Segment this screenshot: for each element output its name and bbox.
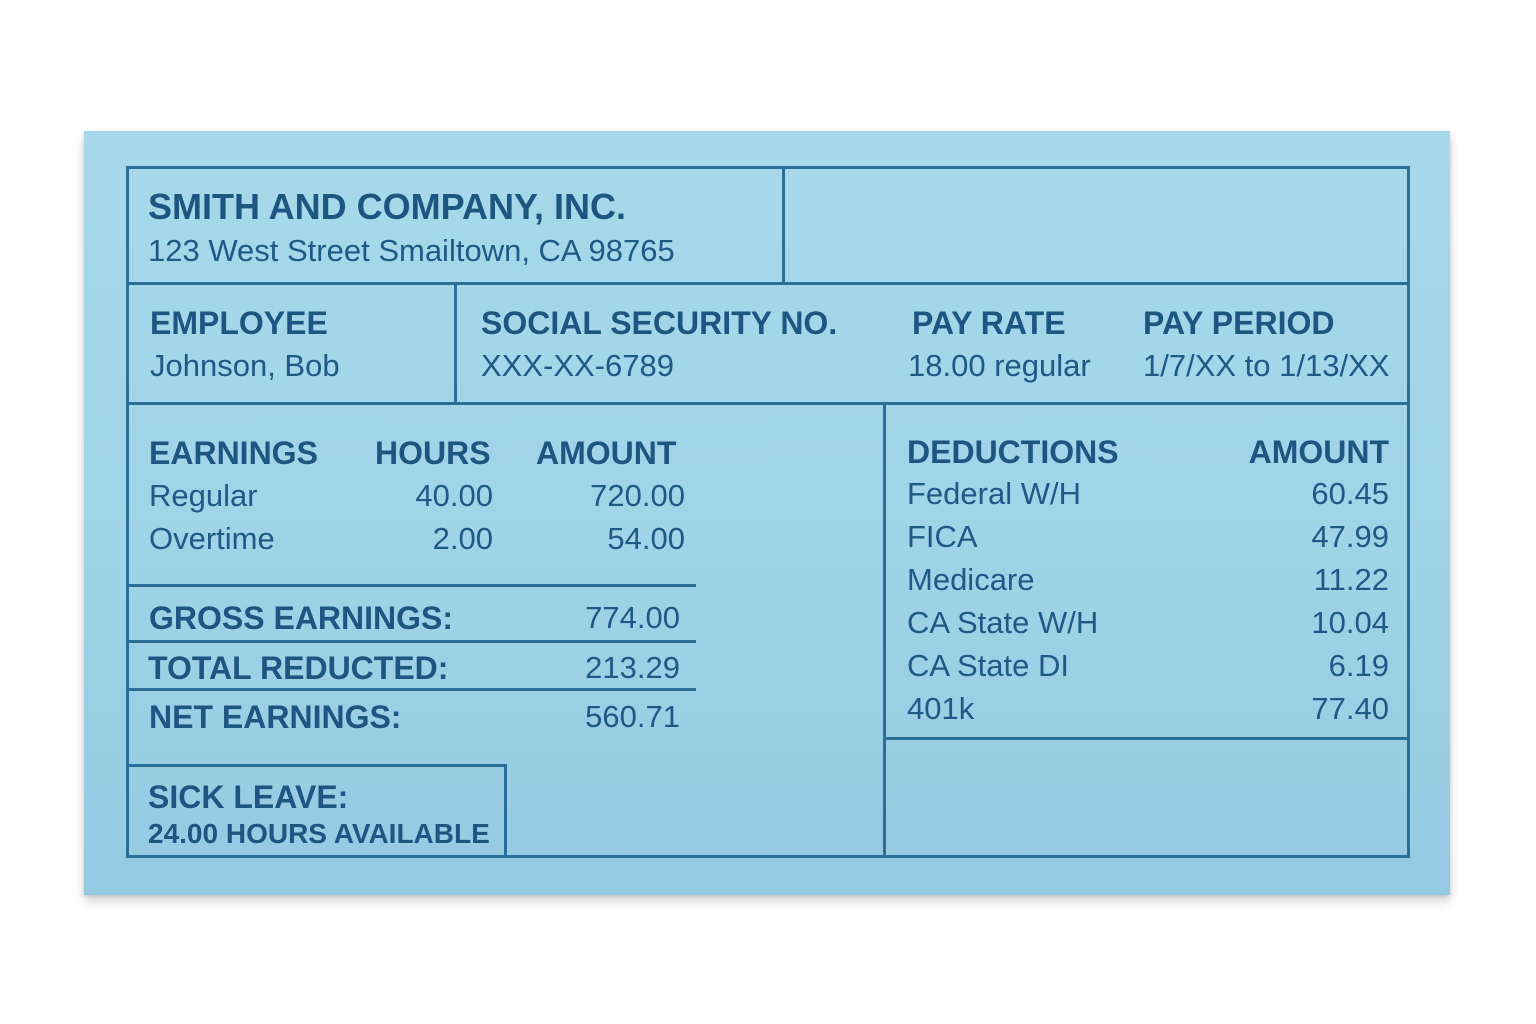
deduction-amount: 60.45 (1311, 476, 1389, 511)
divider-earnings-bottom (126, 584, 696, 587)
deduction-name: CA State DI (907, 648, 1069, 683)
sick-leave-label: SICK LEAVE: (148, 779, 349, 815)
earnings-row-amount: 54.00 (607, 521, 685, 556)
divider-info (126, 402, 1410, 405)
pay-rate-label: PAY RATE (912, 305, 1066, 341)
pay-stub-frame (126, 166, 1410, 858)
deduction-amount: 47.99 (1311, 519, 1389, 554)
deduction-amount: 77.40 (1311, 691, 1389, 726)
sick-leave-box-top (126, 764, 507, 767)
total-reducted-label: TOTAL REDUCTED: (148, 650, 449, 686)
divider-header-right (782, 166, 785, 285)
earnings-row-amount: 720.00 (590, 478, 685, 513)
employee-name: Johnson, Bob (150, 348, 340, 383)
pay-period-label: PAY PERIOD (1143, 305, 1335, 341)
gross-earnings-value: 774.00 (585, 600, 680, 635)
deduction-name: 401k (907, 691, 975, 726)
sick-leave-box-right (504, 764, 507, 858)
company-name: SMITH AND COMPANY, INC. (148, 186, 627, 227)
divider-gross (126, 640, 696, 643)
total-reducted-value: 213.29 (585, 650, 680, 685)
divider-reducted (126, 688, 696, 691)
deduction-amount: 11.22 (1313, 562, 1389, 597)
deduction-name: Medicare (907, 562, 1035, 597)
deduction-amount: 6.19 (1328, 648, 1389, 683)
employee-label: EMPLOYEE (150, 305, 328, 341)
net-earnings-value: 560.71 (585, 699, 680, 734)
sick-leave-hours: 24.00 HOURS AVAILABLE (148, 818, 490, 849)
deduction-name: FICA (907, 519, 978, 554)
earnings-row-type: Regular (149, 478, 258, 513)
earnings-row-hours: 2.00 (432, 521, 493, 556)
divider-header (126, 282, 1410, 285)
pay-stub (84, 131, 1450, 895)
ssn-value: XXX-XX-6789 (481, 348, 674, 383)
deduction-name: Federal W/H (907, 476, 1081, 511)
earnings-amount-header: AMOUNT (536, 435, 677, 471)
pay-period-value: 1/7/XX to 1/13/XX (1143, 348, 1390, 383)
deductions-amount-header: AMOUNT (1248, 434, 1389, 470)
company-address: 123 West Street Smailtown, CA 98765 (148, 233, 675, 268)
earnings-row-hours: 40.00 (415, 478, 493, 513)
divider-employee (454, 282, 457, 405)
earnings-header: EARNINGS (149, 435, 318, 471)
ssn-label: SOCIAL SECURITY NO. (481, 305, 838, 341)
divider-deductions-bottom (886, 737, 1410, 740)
deduction-amount: 10.04 (1311, 605, 1389, 640)
net-earnings-label: NET EARNINGS: (149, 699, 402, 735)
gross-earnings-label: GROSS EARNINGS: (149, 600, 454, 636)
earnings-row-type: Overtime (149, 521, 275, 556)
divider-columns (883, 402, 886, 858)
deduction-name: CA State W/H (907, 605, 1099, 640)
deductions-header: DEDUCTIONS (907, 434, 1119, 470)
pay-rate-value: 18.00 regular (908, 348, 1091, 383)
hours-header: HOURS (375, 435, 491, 471)
